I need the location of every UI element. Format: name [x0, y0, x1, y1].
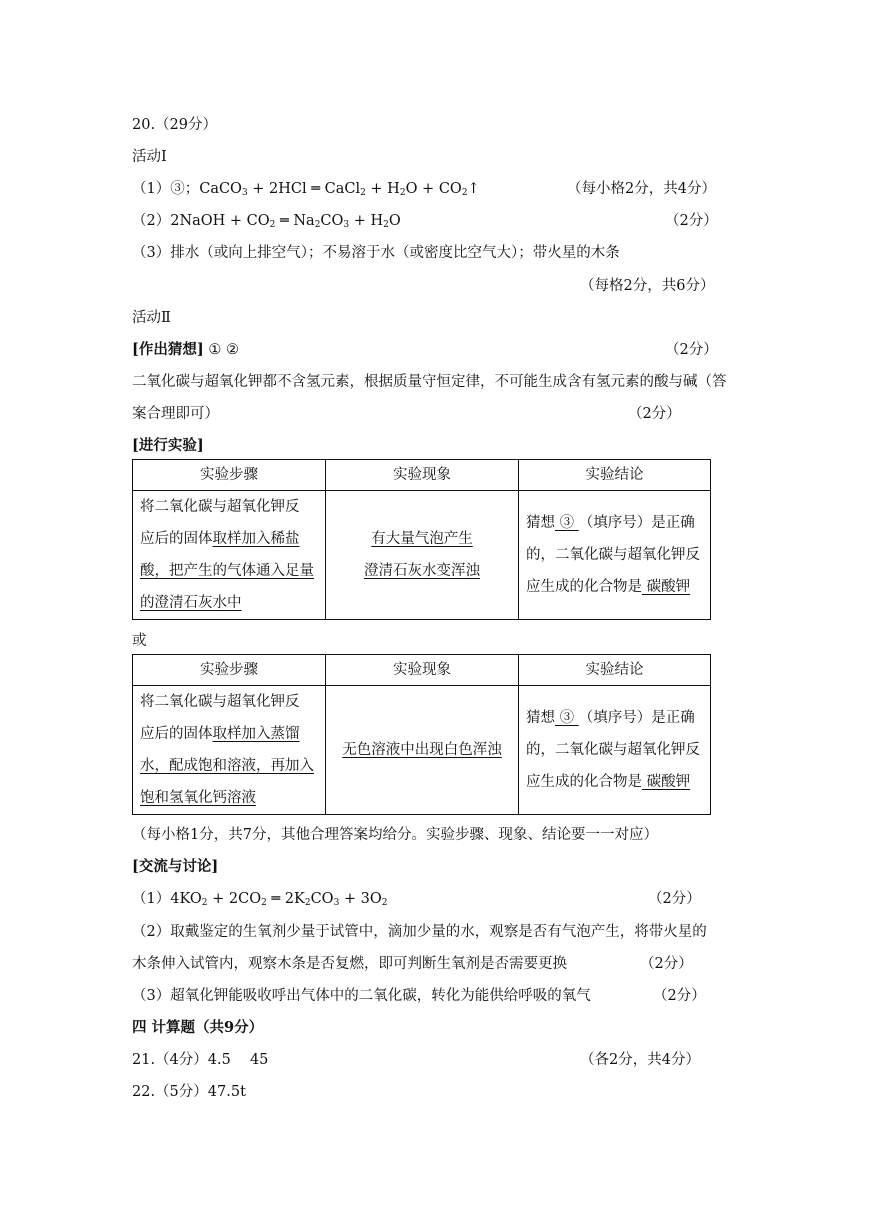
table1-conclusion-cell: 猜想 ③ （填序号）是正确 的，二氧化碳与超氧化钾反 应生成的化合物是 碳酸钾 — [519, 491, 711, 620]
table1-phenomenon-cell: 有大量气泡产生 澄清石灰水变浑浊 — [326, 491, 519, 620]
header-conclusion: 实验结论 — [519, 460, 711, 491]
reason-line-1: 二氧化碳与超氧化钾都不含氢元素，根据质量守恒定律，不可能生成含有氢元素的酸与碱（答 — [132, 374, 727, 390]
discussion-3: （3）超氧化钾能吸收呼出气体中的二氧化碳，转化为能供给呼吸的氧气 — [132, 988, 591, 1004]
discussion-label: [交流与讨论] — [132, 858, 219, 875]
answer-1-1-score: （每小格2分，共4分） — [567, 181, 716, 197]
q22-answer: 22.（5分）47.5t — [132, 1084, 246, 1100]
header-step: 实验步骤 — [133, 655, 326, 686]
table1-step-cell: 将二氧化碳与超氧化钾反 应后的固体取样加入稀盐 酸，把产生的气体通入足量 的澄清石灰水中 — [133, 491, 326, 620]
answer-1-3: （3）排水（或向上排空气）；不易溶于水（或密度比空气大）；带火星的木条 — [132, 245, 620, 261]
answer-1-1: （1）③；CaCO$_3$ + 2HCl ═ CaCl$_2$ + $H_2O$ + $CO_2↑$ — [132, 181, 480, 198]
q21-score: （各2分，共4分） — [580, 1052, 700, 1068]
discussion-2-line-2: 木条伸入试管内，观察木条是否复燃，即可判断生氧剂是否需要更换 — [132, 956, 567, 972]
experiment-table-1 — [132, 459, 711, 620]
discussion-2-line-1: （2）取戴鉴定的生氧剂少量于试管中，滴加少量的水，观察是否有气泡产生，将带火星的 — [132, 924, 707, 940]
discussion-2-score: （2分） — [640, 956, 693, 972]
header-phenomenon: 实验现象 — [326, 655, 519, 686]
table2-phenomenon-cell: 无色溶液中出现白色浑浊 — [326, 686, 519, 815]
discussion-1: $(1)4KO_2 + 2CO_2$ ═ $2K_2CO_3 + 3O_2$ — [132, 891, 388, 908]
answer-1-2: （2）2NaOH + $CO_2$ ═ $Na_2CO_3 + H_2O$ — [132, 213, 401, 230]
table2-conclusion-cell: 猜想 ③ （填序号）是正确 的，二氧化碳与超氧化钾反 应生成的化合物是 碳酸钾 — [519, 686, 711, 815]
section-4-title: 四 计算题（共9分） — [132, 1019, 264, 1036]
q20-title: 20.（29分） — [132, 117, 218, 133]
discussion-1-score: （2分） — [648, 891, 701, 907]
header-phenomenon: 实验现象 — [326, 460, 519, 491]
table-note: （每小格1分，共7分，其他合理答案均给分。实验步骤、现象、结论要一一对应） — [132, 827, 658, 843]
answer-1-3-score: （每格2分，共6分） — [580, 278, 715, 294]
activity-2-heading: 活动Ⅱ — [132, 310, 171, 326]
header-step: 实验步骤 — [133, 460, 326, 491]
hypothesis-label: [作出猜想] — [132, 341, 204, 358]
experiment-table-2 — [132, 654, 711, 815]
hypothesis-score: （2分） — [665, 342, 718, 358]
table2-step-cell: 将二氧化碳与超氧化钾反 应后的固体取样加入蒸馏 水，配成饱和溶液，再加入 饱和氢氧化钙溶液 — [133, 686, 326, 815]
reason-score: （2分） — [628, 406, 681, 422]
header-conclusion: 实验结论 — [519, 655, 711, 686]
q21-answer: 21.（4分）4.5 45 — [132, 1052, 269, 1068]
activity-1-heading: 活动Ⅰ — [132, 149, 167, 165]
experiment-label: [进行实验] — [132, 437, 204, 454]
discussion-3-score: （2分） — [653, 988, 706, 1004]
answer-1-2-score: （2分） — [665, 213, 718, 229]
or-label: 或 — [132, 633, 147, 649]
reason-line-2: 案合理即可） — [132, 406, 219, 422]
hypothesis: [作出猜想] ① ② — [132, 341, 239, 358]
